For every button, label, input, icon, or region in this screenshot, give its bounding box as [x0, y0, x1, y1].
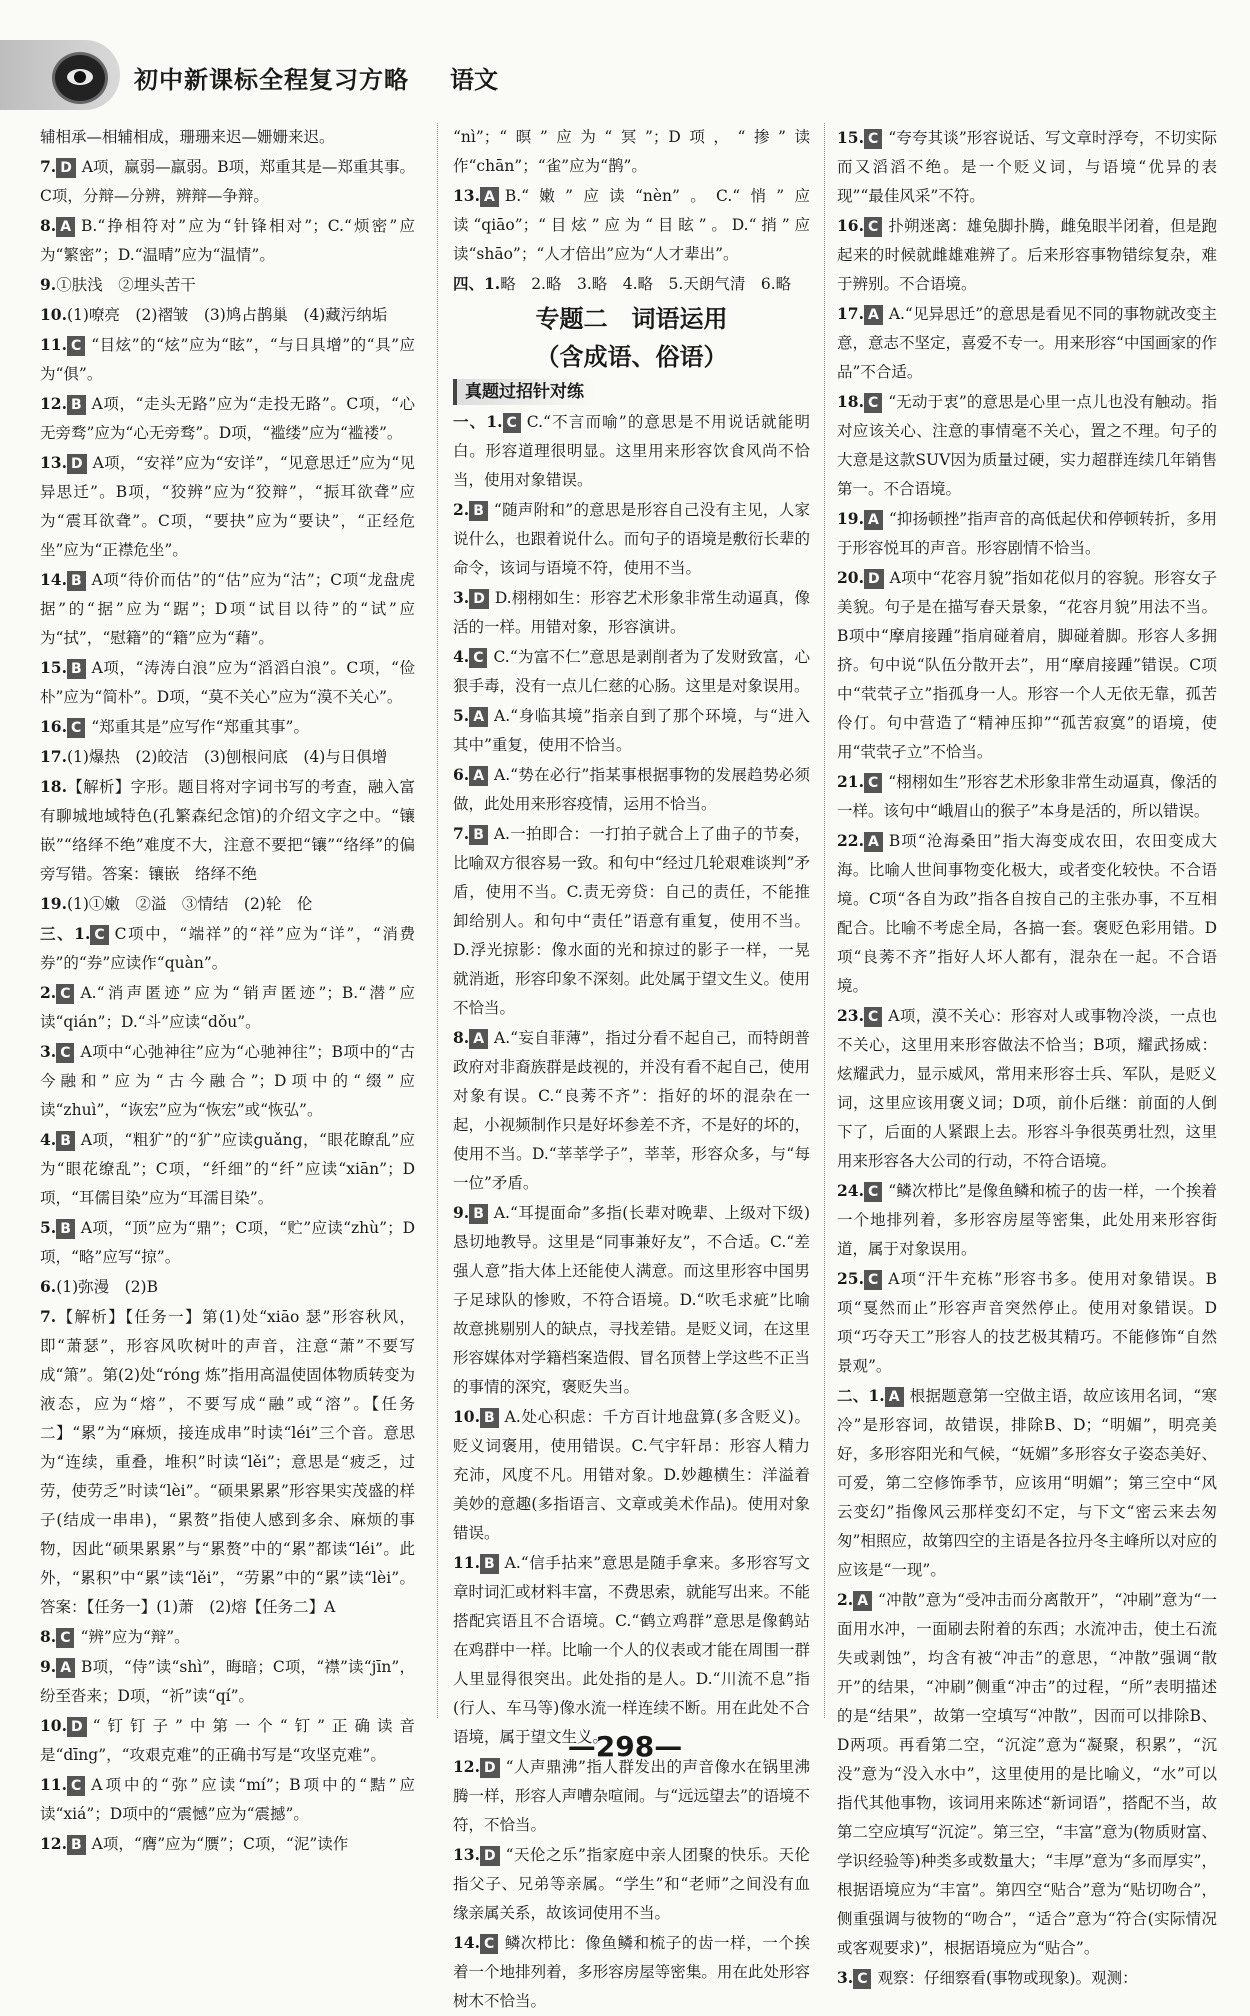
answer-item	[837, 563, 1217, 767]
answer-item	[837, 826, 1217, 1001]
item-text: 根据题意第一空做主语，故应该用名词，“寒冷”是形容词，故错误，排除B、D；“明媚”，明亮美好，多形容阳光和气候，“妩媚”多形容女子姿态美好、可爱，第二空修饰季节，应该用“明媚”；第三空中“风云变幻”指像风云那样变幻不定，与下文“密云来去匆匆”相照应，故第四空的主语是各拉丹冬主峰所以对应的应该是“一现”。	[837, 1387, 1217, 1579]
answer-item	[837, 1963, 1217, 1993]
item-text: “随声附和”的意思是形容自己没有主见，人家说什么，也跟着说什么。而句子的语境是敷衍长辈的命令，该词与语境不符，使用不当。	[453, 501, 810, 577]
answer-choice-badge: C	[90, 925, 108, 945]
item-text: A.“耳提面命”多指(长辈对晚辈、上级对下级)恳切地教导。这里是“同事兼好友”，不合适。C.“差强人意”指大体上还能使人满意。而这里形容中国男子足球队的惨败，不符合语境。D.“吹毛求疵”比喻故意挑剔别人的缺点，寻找差错。是贬义词，在这里形容媒体对学籍档案造假、冒名顶替上学这些不正当的事情的深究，褒贬失当。	[453, 1204, 810, 1396]
item-text: A.一拍即合：一打拍子就合上了曲子的节奏，比喻双方很容易一致。和句中“经过几轮艰难谈判”矛盾，使用不当。C.责无旁贷：自己的责任，不能推卸给别人。和句中“责任”语意有重复，使用不当。D.浮光掠影：像水面的光和掠过的影子一样，一晃就消逝，形容印象不深刻。此处属于望文生义。使用不恰当。	[453, 825, 810, 1017]
item-number: 8.	[453, 1028, 470, 1047]
item-text: C.“不言而喻”的意思是不用说话就能明白。形容道理很明显。这里用来形容饮食风尚不恰当，使用对象错误。	[453, 413, 810, 489]
answer-item	[40, 919, 415, 978]
item-number: 5.	[453, 706, 470, 725]
item-text: (1)①嫩 ②溢 ③情结 (2)轮 伦	[66, 895, 313, 913]
answer-choice-badge: C	[864, 1182, 882, 1202]
item-number: 18.	[40, 777, 67, 796]
item-number: 13.	[453, 1845, 480, 1864]
item-number: 7.	[40, 157, 57, 176]
item-number: 三、1.	[40, 924, 91, 943]
item-number: 4.	[453, 647, 470, 666]
column-divider	[824, 123, 825, 1718]
answer-item	[40, 1125, 415, 1213]
answer-choice-badge: D	[480, 1846, 500, 1866]
subject-label: 语文	[450, 66, 498, 94]
item-text: (1)爆热 (2)皎洁 (3)刨根问底 (4)与日俱增	[66, 748, 388, 766]
answer-choice-badge: B	[67, 659, 86, 679]
answer-item	[837, 1176, 1217, 1264]
answer-item	[837, 299, 1217, 387]
item-number: 2.	[453, 500, 470, 519]
answer-item	[40, 1829, 415, 1859]
item-number: 20.	[837, 568, 864, 587]
item-text: A.“信手拈来”意思是随手拿来。多形容写文章时词汇或材料丰富，不费思索，就能写出来。不能搭配宾语且不合语境。C.“鹤立鸡群”意思是像鹤站在鸡群中一样。比喻一个人的仪表或才能在周围一群人里显得很突出。此处指的是人。D.“川流不息”指(行人、车马等)像水流一样连续不断。用在此处不合语境，属于望文生义。	[453, 1554, 810, 1746]
item-number: 3.	[40, 1042, 57, 1061]
item-text: B.“挣相符对”应为“针锋相对”；C.“烦密”应为“繁密”；D.“温晴”应为“温情”。	[40, 217, 415, 264]
item-number: 10.	[453, 1407, 480, 1426]
answer-item	[837, 1585, 1217, 1963]
item-text: A项，“顶”应为“鼎”；C项，“贮”应读“zhù”；D项，“略”应写“掠”。	[40, 1219, 415, 1266]
answer-choice-badge: C	[480, 1934, 498, 1954]
item-text: “冲散”意为“受冲击而分离散开”，“冲刷”意为“一面用水冲，一面刷去附着的东西；水流冲击，使土石流失或剥蚀”，均含有被“冲击”的意思，“冲散”强调“散开”的结果，“冲刷”侧重“冲击”的过程，“所”表明描述的是“结果”，故第一空填写“冲散”，因而可以排除B、D两项。再看第二空，“沉淀”意为“凝聚，积累”，“沉没”意为“没入水中”，这里使用的是比喻义，“水”可以指代其他事物，该词用来陈述“新词语”，搭配不当，故第二空应填写“沉淀”。第三空，“丰富”意为(物质财富、学识经验等)种类多或数量大；“丰厚”意为“多而厚实”，根据语境应为“丰富”。第四空“贴合”意为“贴切吻合”，侧重强调与彼物的“吻合”，“适合”意为“符合(实际情况或客观要求)”，根据语境应为“贴合”。	[837, 1591, 1217, 1957]
answer-item	[837, 1381, 1217, 1585]
item-number: 17.	[40, 747, 67, 766]
answer-item	[837, 767, 1217, 826]
answer-choice-badge: B	[469, 825, 488, 845]
item-text: A项中“花容月貌”指如花似月的容貌。形容女子美貌。句子是在描写春天景象，“花容月貌”用法不当。B项中“摩肩接踵”指肩碰着肩，脚碰着脚。形容人多拥挤。句中说“队伍分散开去”，用“摩肩接踵”错误。C项中“茕茕孑立”指孤身一人。形容一个人无依无靠，孤苦伶仃。句中营造了“精神压抑”“孤苦寂寞”的语境，使用“茕茕孑立”不恰当。	[837, 569, 1217, 761]
item-number: 15.	[837, 128, 864, 147]
item-number: 四、1.	[453, 274, 501, 293]
answer-item	[453, 701, 810, 760]
item-number: 17.	[837, 304, 864, 323]
answer-item	[837, 123, 1217, 211]
item-text: 观察：仔细察看(事物或现象)。观测：	[877, 1969, 1138, 1987]
answer-choice-badge: A	[469, 707, 488, 727]
item-text: “人声鼎沸”指人群发出的声音像水在锅里沸腾一样，形容人声嘈杂喧闹。与“远远望去”的语境不符，不恰当。	[453, 1758, 810, 1834]
item-text: A项，“涛涛白浪”应为“滔滔白浪”。C项，“俭朴”应为“简朴”。D项，“莫不关心”应为“漠不关心”。	[40, 659, 415, 706]
item-text: 【解析】【任务一】第(1)处“xiāo 瑟”形容秋风，即“萧瑟”，形容风吹树叶的声音，注意“萧”不要写成“箫”。第(2)处“róng 炼”指用高温使固体物质转变为液态，应为“熔”，不要写成“融”或“溶”。【任务二】“累”为“麻烦，接连成串”时读“léi”三个音。意思为“连续，重叠，堆积”时读“lěi”；意思是“疲乏，过劳，使劳乏”时读“lèi”。“硕果累累”形容果实茂盛的样子(结成一串串)，“累赘”指使人感到多余、麻烦的事物，因此“硕果累累”与“累赘”中的“累”都读“léi”。此外，“累积”中“累”读“lěi”，“劳累”中的“累”读“lèi”。答案：【任务一】(1)萧 (2)熔【任务二】A	[40, 1308, 415, 1616]
item-number: 10.	[40, 1716, 67, 1735]
item-text: A.处心积虑：千方百计地盘算(多含贬义)。贬义词褒用，使用错误。C.气宇轩昂：形容人精力充沛，风度不凡。用错对象。D.妙趣横生：洋溢着美妙的意趣(多指语言、文章或美术作品)。使用对象错误。	[453, 1408, 810, 1542]
answer-choice-badge: A	[864, 832, 883, 852]
answer-item	[40, 978, 415, 1037]
answer-item	[453, 123, 810, 181]
answer-choice-badge: D	[480, 1758, 500, 1778]
item-number: 9.	[40, 1657, 57, 1676]
answer-item	[40, 270, 415, 300]
answer-item	[453, 1928, 810, 2016]
item-text: A项中“心弛神往”应为“心驰神往”；B项中的“古今融和”应为“古今融合”；D项中的“缀”应读“zhuì”，“诙宏”应为“恢宏”或“恢弘”。	[40, 1043, 415, 1119]
answer-item	[453, 269, 810, 299]
item-text: A.“身临其境”指亲自到了那个环境，与“进入其中”重复，使用不恰当。	[453, 707, 810, 754]
answer-item	[453, 1402, 810, 1548]
answer-item	[40, 1213, 415, 1272]
item-text: “夸夸其谈”形容说话、写文章时浮夸，不切实际而又滔滔不绝。是一个贬义词，与语境“优异的表现”“最佳风采”不符。	[837, 129, 1217, 205]
page-header	[0, 40, 1250, 110]
item-text: “栩栩如生”形容艺术形象非常生动逼真，像活的一样。该句中“峨眉山的猴子”本身是活的，所以错误。	[837, 773, 1217, 820]
answer-item	[40, 653, 415, 712]
item-number: 8.	[40, 216, 57, 235]
item-text: “辨”应为“辩”。	[80, 1628, 190, 1646]
answer-item	[40, 330, 415, 389]
answer-choice-badge: B	[67, 395, 86, 415]
answer-choice-badge: B	[480, 1408, 499, 1428]
item-number: 9.	[40, 275, 57, 294]
item-number: 16.	[40, 717, 67, 736]
answer-item	[453, 407, 810, 495]
answer-choice-badge: D	[67, 1717, 87, 1737]
answer-item	[40, 772, 415, 889]
answer-item	[453, 181, 810, 269]
answer-item	[40, 1652, 415, 1711]
item-text: B项，“侍”读“shì”，晦暗；C项，“襟”读“jīn”，纷至沓来；D项，“祈”读“qí”。	[40, 1658, 415, 1705]
item-text: A项，“膺”应为“赝”；C项，“泥”读作	[91, 1835, 349, 1853]
item-number: 23.	[837, 1006, 864, 1025]
answer-choice-badge: A	[853, 1591, 872, 1611]
item-text: (1)弥漫 (2)B	[56, 1278, 158, 1296]
answer-item	[837, 1001, 1217, 1176]
answer-column-3	[837, 123, 1217, 1987]
page-number: —298—	[567, 1730, 683, 1763]
answer-item	[40, 565, 415, 653]
item-text: B项“沧海桑田”指大海变成农田，农田变成大海。比喻人世间事物变化极大，或者变化较快。不合语境。C项“各自为政”指各自按自己的主张办事，不互相配合。比喻不考虑全局，各搞一套。褒贬色彩用错。D项“良莠不齐”指好人坏人都有，混杂在一起。不合语境。	[837, 832, 1217, 995]
answer-choice-badge: C	[56, 1628, 74, 1648]
answer-choice-badge: B	[67, 571, 86, 591]
item-text: A项，赢弱—羸弱。B项，郑重其是—郑重其事。C项，分辩—分辨，辨辩—争辩。	[40, 158, 415, 205]
item-number: 5.	[40, 1218, 57, 1237]
answer-choice-badge: A	[864, 305, 883, 325]
item-text: A项“汗牛充栋”形容书多。使用对象错误。B项“戛然而止”形容声音突然停止。使用对象错误。D项“巧夺天工”形容人的技艺极其精巧。不能修饰“自然景观”。	[837, 1270, 1217, 1375]
item-number: 4.	[40, 1130, 57, 1149]
item-number: 19.	[40, 894, 67, 913]
answer-item	[40, 889, 415, 919]
item-text: A.“消声匿迹”应为“销声匿迹”；B.“潜”应读“qián”；D.“斗”应读“dǒu”。	[40, 984, 415, 1031]
item-number: 9.	[453, 1203, 470, 1222]
item-text: (1)嘹亮 (2)褶皱 (3)鸠占鹊巢 (4)藏污纳垢	[66, 306, 388, 324]
item-text: “抑扬顿挫”指声音的高低起伏和停顿转折，多用于形容悦耳的声音。形容剧情不恰当。	[837, 510, 1217, 557]
item-number: 6.	[40, 1277, 57, 1296]
answer-item	[453, 642, 810, 701]
item-text: A项，“安祥”应为“安详”，“见意思迁”应为“见异思迁”。B项，“狡辨”应为“狡辩”，“振耳欲聋”应为“震耳欲聋”。C项，“要抉”应为“要诀”，“正经危坐”应为“正襟危坐”。	[40, 454, 415, 559]
item-number: 14.	[453, 1933, 480, 1952]
book-title: 初中新课标全程复习方略	[134, 66, 409, 94]
answer-choice-badge: C	[67, 1776, 85, 1796]
item-number: 3.	[837, 1968, 854, 1987]
answer-item	[453, 819, 810, 1023]
item-number: 22.	[837, 831, 864, 850]
item-number: 2.	[837, 1590, 854, 1609]
item-text: “nì”；“暝”应为“冥”；D项，“掺”读作“chān”；“雀”应为“鹊”。	[453, 128, 810, 175]
answer-item	[40, 211, 415, 270]
answer-item	[40, 448, 415, 565]
item-text: C.“为富不仁”意思是剥削者为了发财致富，心狠手毒，没有一点儿仁慈的心肠。这里是对象误用。	[453, 648, 810, 695]
answer-item	[40, 742, 415, 772]
logo-eye-icon	[52, 52, 108, 104]
item-text: A项“待价而估”的“估”应为“沽”；C项“龙盘虎据”的“据”应为“踞”；D项“试目以待”的“试”应为“拭”，“慰籍”的“籍”应为“藉”。	[40, 571, 415, 647]
item-text: ①肤浅 ②埋头苦干	[56, 276, 196, 294]
item-text: “郑重其是”应写作“郑重其事”。	[91, 718, 309, 736]
answer-item	[453, 1023, 810, 1198]
answer-choice-badge: C	[864, 1007, 882, 1027]
item-text: “无动于衷”的意思是心里一点儿也没有触动。指对应该关心、注意的事情毫不关心，置之不理。句子的大意是这款SUV因为质量过硬，实力超群连续几年销售第一。不合语境。	[837, 393, 1217, 498]
item-number: 25.	[837, 1269, 864, 1288]
answer-choice-badge: B	[469, 1204, 488, 1224]
answer-item	[40, 1622, 415, 1652]
item-number: 12.	[40, 1834, 67, 1853]
answer-column-1	[40, 123, 415, 1853]
item-number: 6.	[453, 765, 470, 784]
item-text: A.“妄自菲薄”，指过分看不起自己，而特朗普政府对非裔族群是歧视的，并没有看不起自己，使用对象有误。C.“良莠不齐”：指好的坏的混杂在一起，小视频制作只是好坏参差不齐，不是好的坏的，使用不当。D.“莘莘学子”，莘莘，形容众多，与“每一位”矛盾。	[453, 1029, 810, 1192]
answer-choice-badge: D	[56, 158, 76, 178]
item-text: A项，“走头无路”应为“走投无路”。C项，“心无旁骛”应为“心无旁骛”。D项，“褴缕”应为“褴褛”。	[40, 395, 415, 442]
item-number: 13.	[40, 453, 67, 472]
answer-choice-badge: D	[469, 589, 489, 609]
answer-item	[40, 152, 415, 211]
item-number: 3.	[453, 588, 470, 607]
item-text: C项中，“端祥”的“祥”应为“详”，“消费券”的“券”应读作“quàn”。	[40, 925, 415, 972]
answer-item	[40, 389, 415, 448]
answer-item	[837, 1264, 1217, 1381]
item-text: A.“见异思迁”的意思是看见不同的事物就改变主意，意志不坚定，喜爱不专一。用来形容“中国画家的作品”不合适。	[837, 305, 1217, 381]
answer-choice-badge: A	[56, 1658, 75, 1678]
answer-choice-badge: C	[864, 217, 882, 237]
answer-choice-badge: A	[480, 187, 499, 207]
answer-item	[837, 211, 1217, 299]
answer-choice-badge: C	[503, 413, 521, 433]
item-text: B.“嫩”应读“nèn”。C.“悄”应读“qiāo”；“目炫”应为“目眩”。D.“捎”应读“shāo”；“人才倍出”应为“人才辈出”。	[453, 187, 810, 263]
answer-item	[453, 1198, 810, 1402]
item-number: 18.	[837, 392, 864, 411]
answer-choice-badge: C	[56, 984, 74, 1004]
answer-item	[40, 1272, 415, 1302]
item-number: 16.	[837, 216, 864, 235]
item-number: 19.	[837, 509, 864, 528]
item-number: 二、1.	[837, 1386, 885, 1405]
answer-choice-badge: D	[864, 569, 884, 589]
header-band	[0, 40, 120, 110]
item-text: “天伦之乐”指家庭中亲人团聚的快乐。天伦指父子、兄弟等亲属。“学生”和“老师”之间没有血缘亲属关系，故该词使用不当。	[453, 1846, 810, 1922]
item-text: 辅相承—相辅相成，珊珊来迟—姗姗来迟。	[40, 128, 335, 146]
item-text: D.栩栩如生：形容艺术形象非常生动逼真，像活的一样。用错对象，形容演讲。	[453, 589, 810, 636]
item-text: “钉钉子”中第一个“钉”正确读音是“dīng”，“攻艰克难”的正确书写是“攻坚克难”。	[40, 1717, 415, 1764]
answer-item	[837, 504, 1217, 563]
answer-choice-badge: A	[864, 510, 883, 530]
item-text: 【解析】字形。题目将对字词书写的考查，融入富有聊城地域特色(孔繁森纪念馆)的介绍文字之中。“镶嵌”“络绎不绝”难度不大，注意不要把“镶”“络绎”的偏旁写错。答案：镶嵌 络绎不绝	[40, 778, 415, 883]
item-text: “鳞次栉比”是像鱼鳞和梳子的齿一样，一个挨着一个地排列着，多形容房屋等密集，此处用来形容街道，属于对象误用。	[837, 1182, 1217, 1258]
item-number: 7.	[453, 824, 470, 843]
answer-item	[453, 495, 810, 583]
answer-choice-badge: A	[469, 1029, 488, 1049]
item-text: 略 2.略 3.略 4.略 5.天朗气清 6.略	[500, 275, 792, 293]
column-divider	[437, 123, 438, 1718]
answer-choice-badge: B	[56, 1219, 75, 1239]
answer-item	[453, 1752, 810, 1840]
answer-choice-badge: C	[864, 129, 882, 149]
item-number: 一、1.	[453, 412, 503, 431]
item-number: 15.	[40, 658, 67, 677]
answer-item	[453, 760, 810, 819]
item-text: A项，“粗犷”的“犷”应读guǎng，“眼花瞭乱”应为“眼花缭乱”；C项，“纤细”的“纤”应读“xiān”；D项，“耳儒目染”应为“耳濡目染”。	[40, 1131, 415, 1207]
answer-choice-badge: C	[864, 1270, 882, 1290]
answer-choice-badge: C	[864, 773, 882, 793]
section-subtitle: （含成语、俗语）	[535, 343, 728, 371]
answer-choice-badge: C	[469, 648, 487, 668]
item-number: 24.	[837, 1181, 864, 1200]
answer-item	[40, 300, 415, 330]
answer-choice-badge: C	[56, 1043, 74, 1063]
answer-item	[40, 1302, 415, 1622]
item-number: 7.	[40, 1307, 57, 1326]
answer-item	[40, 712, 415, 742]
answer-item	[837, 387, 1217, 504]
answer-choice-badge: C	[67, 336, 85, 356]
answer-choice-badge: A	[56, 217, 75, 237]
item-text: A.“势在必行”指某事根据事物的发展趋势必须做，此处用来形容疫情，运用不恰当。	[453, 766, 810, 813]
answer-item	[453, 1840, 810, 1928]
item-number: 21.	[837, 772, 864, 791]
answer-choice-badge: B	[480, 1554, 499, 1574]
item-number: 10.	[40, 305, 67, 324]
item-number: 12.	[40, 394, 67, 413]
item-number: 14.	[40, 570, 67, 589]
answer-choice-badge: C	[853, 1969, 871, 1989]
answer-item	[40, 1770, 415, 1829]
answer-item	[453, 583, 810, 642]
item-number: 11.	[40, 335, 67, 354]
item-text: “目炫”的“炫”应为“眩”，“与日具增”的“具”应为“俱”。	[40, 336, 415, 383]
answer-choice-badge: A	[469, 766, 488, 786]
answer-choice-badge: C	[67, 718, 85, 738]
answer-item	[40, 123, 415, 152]
section-banner: 真题过招针对练	[453, 379, 598, 405]
answer-choice-badge: A	[885, 1387, 904, 1407]
item-number: 11.	[453, 1553, 480, 1572]
answer-item	[453, 1548, 810, 1752]
answer-item	[40, 1037, 415, 1125]
item-text: 鳞次栉比：像鱼鳞和梳子的齿一样，一个挨着一个地排列着，多形容房屋等密集。用在此处形容树木不恰当。	[453, 1934, 810, 2010]
answer-choice-badge: B	[67, 1835, 86, 1855]
item-number: 12.	[453, 1757, 480, 1776]
answer-choice-badge: C	[864, 393, 882, 413]
item-number: 8.	[40, 1627, 57, 1646]
item-number: 13.	[453, 186, 480, 205]
answer-choice-badge: D	[67, 454, 87, 474]
item-text: A项，漠不关心：形容对人或事物冷淡，一点也不关心，这里用来形容做法不恰当；B项，耀武扬威：炫耀武力，显示威风，常用来形容士兵、军队，是贬义词，这里应该用褒义词；D项，前仆后继：前面的人倒下了，后面的人紧跟上去。形容斗争很英勇壮烈，这里用来形容各大公司的行动，不符合语境。	[837, 1007, 1217, 1170]
answer-choice-badge: B	[469, 501, 488, 521]
answer-choice-badge: B	[56, 1131, 75, 1151]
item-text: 扑朔迷离：雄兔脚扑腾，雌兔眼半闭着，但是跑起来的时候就雌雄难辨了。后来形容事物错综复杂，难于辨别。不合语境。	[837, 217, 1217, 293]
item-number: 11.	[40, 1775, 67, 1794]
item-text: A项中的“弥”应读“mí”；B项中的“黠”应读“xiá”；D项中的“震憾”应为“震撼”。	[40, 1776, 415, 1823]
item-number: 2.	[40, 983, 57, 1002]
section-title: 专题二 词语运用	[535, 305, 728, 333]
